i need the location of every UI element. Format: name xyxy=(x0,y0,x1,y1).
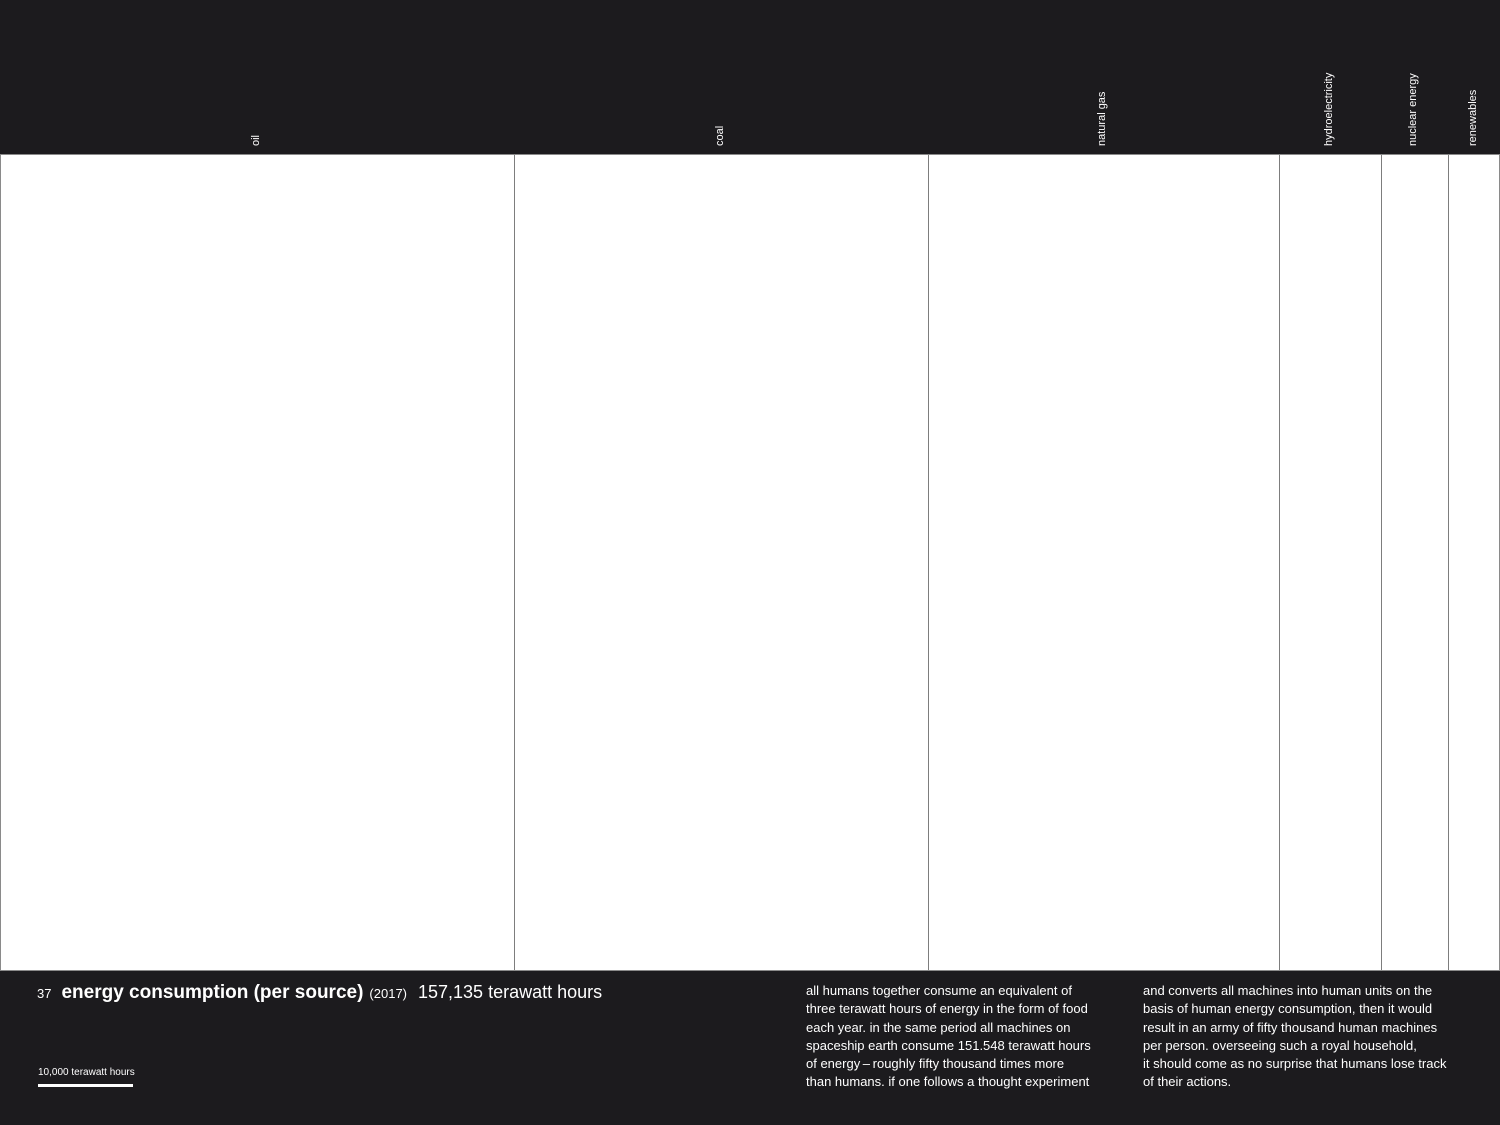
category-label-oil: oil xyxy=(250,134,262,146)
bar-divider-nuclear-energy xyxy=(1448,155,1449,970)
text-line: of their actions. xyxy=(1143,1074,1232,1090)
text-line: spaceship earth consume 151.548 terawatt hours xyxy=(806,1037,1091,1053)
scale-label: 10,000 terawatt hours xyxy=(38,1067,135,1078)
category-label-nuclear-energy: nuclear energy xyxy=(1407,73,1419,146)
bar-divider-oil xyxy=(514,155,515,970)
text-line: and converts all machines into human units on the xyxy=(1143,983,1433,998)
description-column-2 xyxy=(1143,982,1463,1092)
description-column-1 xyxy=(806,982,1126,1092)
text-line: all humans together consume an equivalent of xyxy=(806,983,1072,998)
scale-bar xyxy=(38,1084,133,1087)
category-label-hydroelectricity: hydroelectricity xyxy=(1323,72,1335,146)
figure-heading xyxy=(37,982,602,1004)
category-label-coal: coal xyxy=(714,125,726,146)
figure-year: (2017) xyxy=(369,986,407,1001)
text-line: it should come as no surprise that humans lose track xyxy=(1143,1056,1447,1072)
category-label-natural-gas: natural gas xyxy=(1096,91,1108,146)
bar-divider-hydroelectricity xyxy=(1381,155,1382,970)
text-line: of energy – roughly fifty thousand times more xyxy=(806,1056,1065,1072)
text-line: each year. in the same period all machines on xyxy=(806,1019,1071,1035)
figure-title: energy consumption (per source) xyxy=(61,982,364,1003)
category-label-renewables: renewables xyxy=(1467,89,1479,146)
figure-number: 37 xyxy=(37,986,52,1001)
bar-divider-coal xyxy=(928,155,929,970)
text-line: than humans. if one follows a thought experiment xyxy=(806,1074,1090,1090)
text-line: three terawatt hours of energy in the form of food xyxy=(806,1001,1088,1017)
bar-divider-natural-gas xyxy=(1279,155,1280,970)
energy-chart xyxy=(0,154,1500,971)
figure-total: 157,135 terawatt hours xyxy=(418,982,603,1002)
text-line: result in an army of fifty thousand human machines xyxy=(1143,1019,1438,1035)
text-line: per person. overseeing such a royal household, xyxy=(1143,1037,1417,1053)
text-line: basis of human energy consumption, then it would xyxy=(1143,1001,1433,1017)
